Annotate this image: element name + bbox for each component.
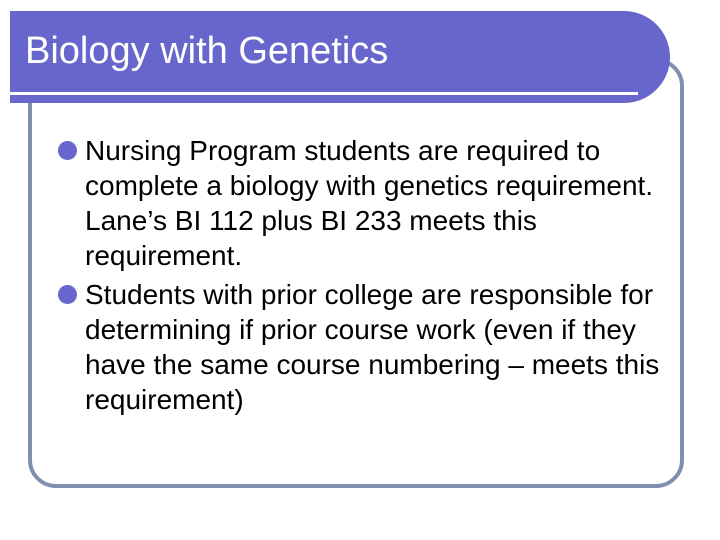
bullet-item [58,277,668,417]
bullet-dot-icon [58,141,77,160]
bullet-item [58,133,668,273]
title-underline [10,92,638,95]
bullet-dot-icon [58,285,77,304]
slide-title: Biology with Genetics [25,30,389,72]
bullet-list [58,133,668,421]
bullet-text: Students with prior college are responsible for determining if prior course work (even if they have the same course numbering – meets this requirement) [85,279,660,415]
bullet-text: Nursing Program students are required to complete a biology with genetics requirement. Lane’s BI 112 plus BI 233 meets this requirement. [85,135,654,271]
